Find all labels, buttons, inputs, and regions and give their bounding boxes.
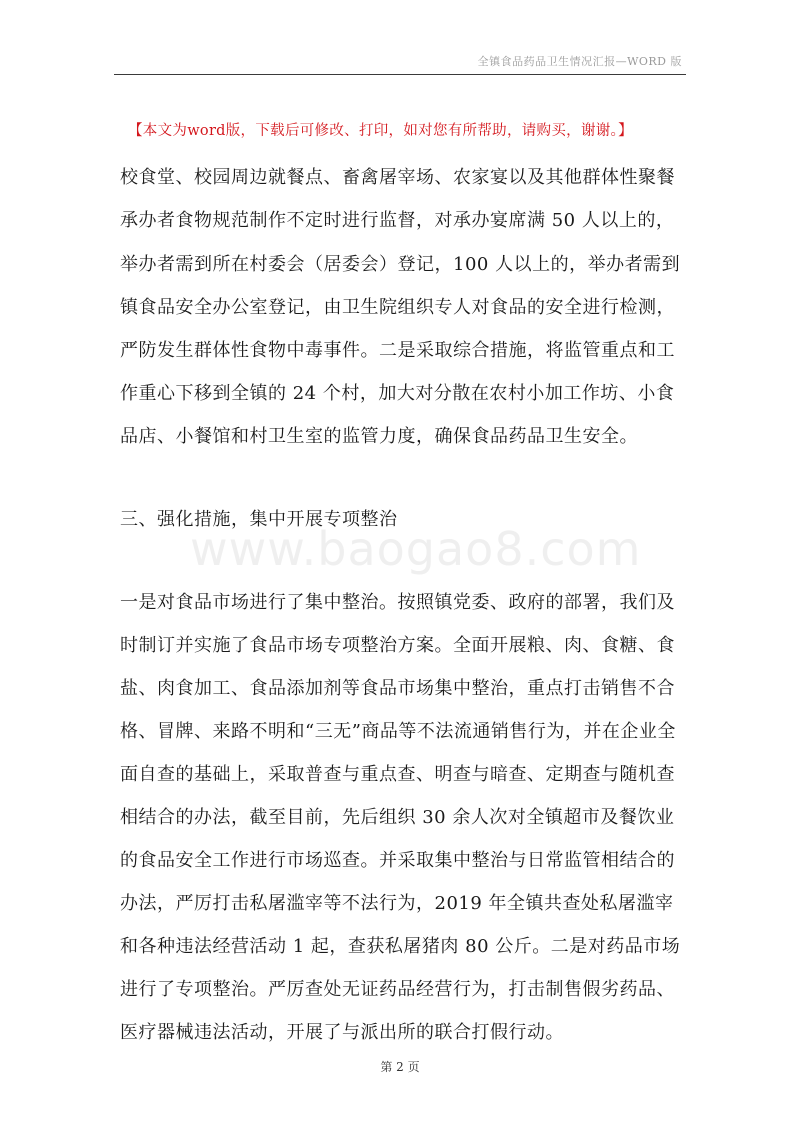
paragraph-line: 办法，严厉打击私屠滥宰等不法行为，2019 年全镇共查处私屠滥宰 <box>120 893 674 914</box>
header-title: 全镇食品药品卫生情况汇报—WORD 版 <box>477 55 682 68</box>
paragraph-line: 的食品安全工作进行市场巡查。并采取集中整治与日常监管相结合的 <box>120 850 675 871</box>
paragraph-line: 医疗器械违法活动，开展了与派出所的联合打假行动。 <box>120 1022 564 1043</box>
section-heading: 三、强化措施，集中开展专项整治 <box>120 509 398 530</box>
paragraph-line: 格、冒牌、来路不明和“三无”商品等不法流通销售行为，并在企业全 <box>120 721 676 742</box>
paragraph-line: 校食堂、校园周边就餐点、畜禽屠宰场、农家宴以及其他群体性聚餐 <box>120 167 675 188</box>
paragraph-line: 一是对食品市场进行了集中整治。按照镇党委、政府的部署，我们及 <box>120 592 675 613</box>
paragraph-line: 举办者需到所在村委会（居委会）登记，100 人以上的，举办者需到 <box>120 254 681 275</box>
paragraph-line: 盐、肉食加工、食品添加剂等食品市场集中整治，重点打击销售不合 <box>120 678 675 699</box>
paragraph-line: 承办者食物规范制作不定时进行监督，对承办宴席满 50 人以上的， <box>120 210 675 231</box>
download-notice: 【本文为word版，下载后可修改、打印，如对您有所帮助，请购买，谢谢。】 <box>128 123 633 139</box>
page-number: 第 2 页 <box>380 1060 420 1074</box>
paragraph-line: 镇食品安全办公室登记，由卫生院组织专人对食品的安全进行检测， <box>120 297 675 318</box>
paragraph-line: 时制订并实施了食品市场专项整治方案。全面开展粮、肉、食糖、食 <box>120 635 675 656</box>
header-divider <box>114 74 686 75</box>
paragraph-line: 进行了专项整治。严厉查处无证药品经营行为，打击制售假劣药品、 <box>120 979 675 1000</box>
paragraph-line: 面自查的基础上，采取普查与重点查、明查与暗查、定期查与随机查 <box>120 764 675 785</box>
watermark: www.baogao8.com <box>190 522 642 576</box>
paragraph-line: 和各种违法经营活动 1 起，查获私屠猪肉 80 公斤。二是对药品市场 <box>120 936 681 957</box>
paragraph-line: 品店、小餐馆和村卫生室的监管力度，确保食品药品卫生安全。 <box>120 426 638 447</box>
paragraph-line: 严防发生群体性食物中毒事件。二是采取综合措施，将监管重点和工 <box>120 340 675 361</box>
paragraph-line: 作重心下移到全镇的 24 个村，加大对分散在农村小加工作坊、小食 <box>120 383 675 404</box>
paragraph-line: 相结合的办法，截至目前，先后组织 30 余人次对全镇超市及餐饮业 <box>120 807 675 828</box>
